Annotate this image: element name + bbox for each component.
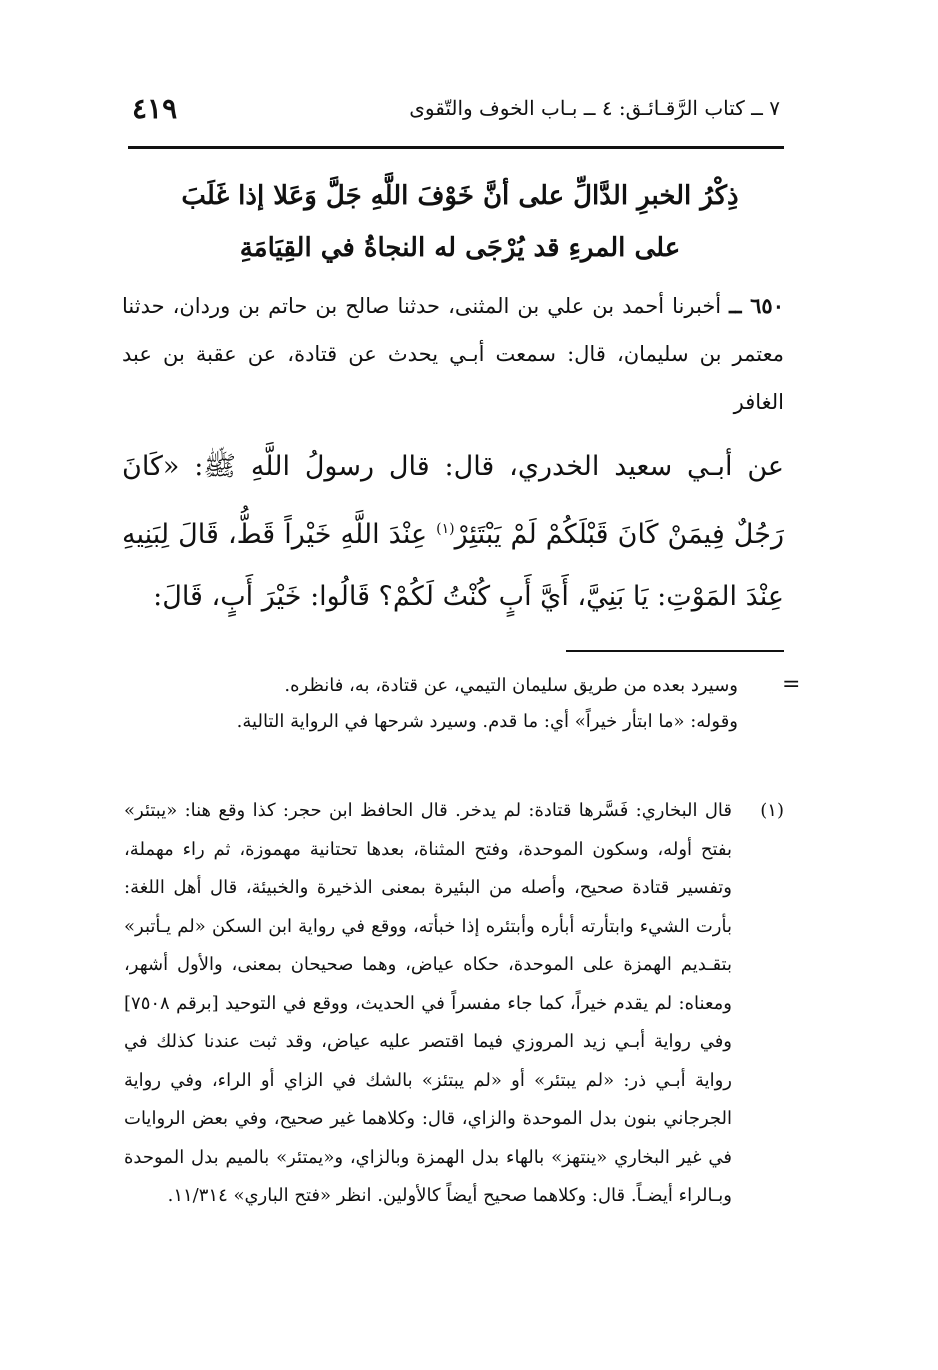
isnad-text: أخبرنا أحمد بن علي بن المثنى، حدثنا صالح بن حاتم بن وردان، حدثنا معتمر بن سليمان، قال: سمعت أبـي يحدث عن قتادة، عن عقبة بن عبد الغافر	[122, 294, 784, 414]
chapter-heading-line-1: ذِكْرُ الخبرِ الدَّالِّ على أنَّ خَوْفَ اللَّهِ جَلَّ وَعَلا إذا غَلَبَ	[181, 181, 739, 211]
hadith-matn	[122, 436, 784, 628]
running-header	[128, 92, 780, 132]
footnote-continuation-mark: =	[782, 672, 801, 697]
footnote-1	[124, 792, 784, 1216]
page-number: ٤١٩	[132, 92, 178, 125]
footnote-reference: (١)	[436, 521, 455, 537]
chapter-heading	[150, 170, 770, 274]
header-title: ٧ ــ كتاب الرَّقـائـق: ٤ ــ بـاب الخوف والتّقوى	[409, 96, 780, 120]
footnote-continuation	[124, 668, 738, 740]
footnote-1-label: (١)	[760, 800, 784, 821]
hadith-number: ٦٥٠ ــ	[729, 293, 784, 318]
footnote-continuation-line-1: وسيرد بعده من طريق سليمان التيمي، عن قتادة، به، فانظره.	[284, 675, 738, 696]
footnote-1-text: قال البخاري: فَسَّرها قتادة: لم يدخر. قال الحافظ ابن حجر: كذا وقع هنا: «يبتئر» بفتح أوله، وسكون الموحدة، وفتح المثناة، بعدها تحتانية مهموزة، ثم راء مهملة، وتفسير قتادة صحيح، وأصله من البئيرة بمعنى الذخيرة والخبيئة، قال أهل اللغة: بأرت الشيء وابتأرته أبأره وأبتئره إذا خبأته، ووقع في رواية ابن السكن «لم يـأتبر» بتقـديم الهمزة على الموحدة، حكاه عياض، وهما صحيحان بمعنى، والأول أشهر، ومعناه: لم يقدم خيراً، كما جاء مفسراً في الحديث، ووقع في التوحيد [برقم ٧٥٠٨] وفي رواية أبـي زيد المروزي فيما اقتصر عليه عياض، وقد ثبت عندنا كذلك في رواية أبـي ذر: «لم يبتئر» أو «لم يبتئز» بالشك في الزاي أو الراء، وفي رواية الجرجاني بنون بدل الموحدة والزاي، قال: وكلاهما غير صحيح، وفي بعض الروايات في غير البخاري «ينتهز» بالهاء بدل الهمزة وبالزاي، و«يمتئر» بالميم بدل الموحدة وبـالراء أيضـاً. قال: وكلاهما صحيح أيضاً كالأولين. انظر «فتح الباري» ١١/٣١٤.	[124, 800, 732, 1206]
hadith-isnad	[122, 282, 784, 426]
footnote-continuation-line-2: وقوله: «ما ابتأر خيراً» أي: ما قدم. وسيرد شرحها في الرواية التالية.	[236, 711, 738, 732]
matn-text-part-1: عن أبـي سعيد الخدري، قال: قال رسولُ اللَّهِ ﷺ: «كَانَ رَجُلٌ فِيمَنْ كَانَ قَبْلَكُمْ لَمْ يَبْتَئِرْ	[122, 451, 784, 550]
matn-text-part-2: عِنْدَ اللَّهِ خَيْراً قَطُّ، قَالَ لِبَنِيهِ عِنْدَ المَوْتِ: يَا بَنِيَّ، أَيَّ أَبٍ كُنْتُ لَكُمْ؟ قَالُوا: خَيْرَ أَبٍ، قَالَ:	[122, 519, 784, 612]
chapter-heading-line-2: على المرءِ قد يُرْجَى له النجاةُ في القِيَامَةِ	[239, 233, 681, 263]
header-rule	[128, 146, 784, 149]
footnote-separator	[566, 650, 784, 652]
